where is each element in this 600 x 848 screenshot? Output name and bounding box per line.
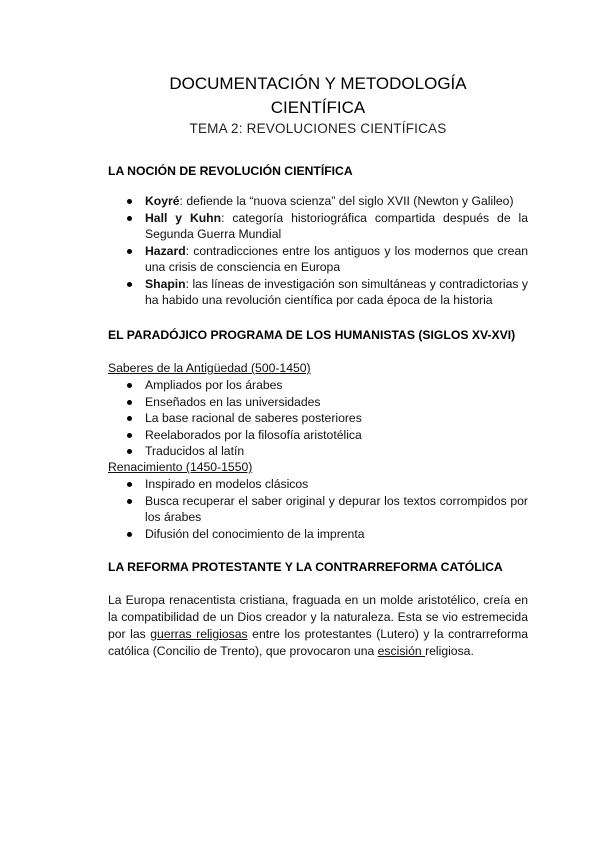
list-item: Ampliados por los árabes bbox=[108, 377, 528, 394]
paragraph-text: La Europa renacentista cristiana, fraguada en un molde aristotélico, creía en la compatibilidad de un Dios creador y la naturaleza. Esta se vio estremecida por las bbox=[108, 593, 528, 641]
paragraph-text: religiosa. bbox=[425, 644, 474, 658]
list-item: Inspirado en modelos clásicos bbox=[108, 476, 528, 493]
item-text: : categoría historiográfica compartida después de la Segunda Guerra Mundial bbox=[145, 210, 528, 241]
link-guerras-religiosas: guerras religiosas bbox=[150, 627, 248, 641]
section-heading-revolucion: LA NOCIÓN DE REVOLUCIÓN CIENTÍFICA bbox=[108, 164, 353, 178]
list-item bbox=[108, 243, 528, 276]
list-item bbox=[108, 210, 528, 243]
item-term: Koyré bbox=[145, 194, 180, 208]
title-line-1: DOCUMENTACIÓN Y METODOLOGÍA bbox=[169, 74, 467, 93]
list-item: Difusión del conocimiento de la imprenta bbox=[108, 526, 528, 543]
paragraph-text: entre los protestantes (Lutero) y la contrarreforma católica (Concilio de Trento), que provocaron una bbox=[108, 627, 528, 658]
document-title bbox=[108, 72, 528, 120]
document-subtitle: TEMA 2: REVOLUCIONES CIENTÍFICAS bbox=[189, 121, 447, 136]
list-item bbox=[108, 276, 528, 309]
section-heading-reforma: LA REFORMA PROTESTANTE Y LA CONTRARREFORMA CATÓLICA bbox=[108, 560, 503, 574]
item-term: Shapin bbox=[145, 276, 186, 291]
list-item bbox=[108, 193, 528, 210]
item-text: : las líneas de investigación son simultáneas y contradictorias y ha habido una revolución científica por cada época de la historia bbox=[145, 276, 528, 307]
list-item: Busca recuperar el saber original y depurar los textos corrompidos por los árabes bbox=[108, 493, 528, 526]
subheading-renacimiento: Renacimiento (1450-1550) bbox=[108, 460, 253, 474]
item-term: Hazard bbox=[145, 243, 186, 258]
antiguedad-list bbox=[108, 377, 528, 460]
list-item: Reelaborados por la filosofía aristotélica bbox=[108, 427, 528, 444]
title-line-2: CIENTÍFICA bbox=[270, 98, 366, 117]
list-item: La base racional de saberes posteriores bbox=[108, 410, 528, 427]
link-escision: escisión bbox=[377, 644, 426, 658]
item-term: Hall y Kuhn bbox=[145, 210, 222, 225]
section1-list bbox=[108, 193, 528, 309]
renacimiento-list bbox=[108, 476, 528, 542]
item-text: : contradicciones entre los antiguos y los modernos que crean una crisis de consciencia en Europa bbox=[145, 243, 528, 274]
reforma-paragraph bbox=[108, 592, 528, 660]
item-text: : defiende la “nuova scienza” del siglo XVII (Newton y Galileo) bbox=[179, 194, 514, 208]
section-heading-humanistas: EL PARADÓJICO PROGRAMA DE LOS HUMANISTAS (SIGLOS XV-XVI) bbox=[108, 328, 516, 342]
subheading-antiguedad: Saberes de la Antigüedad (500-1450) bbox=[108, 361, 311, 375]
list-item: Traducidos al latín bbox=[108, 443, 528, 460]
list-item: Enseñados en las universidades bbox=[108, 394, 528, 411]
